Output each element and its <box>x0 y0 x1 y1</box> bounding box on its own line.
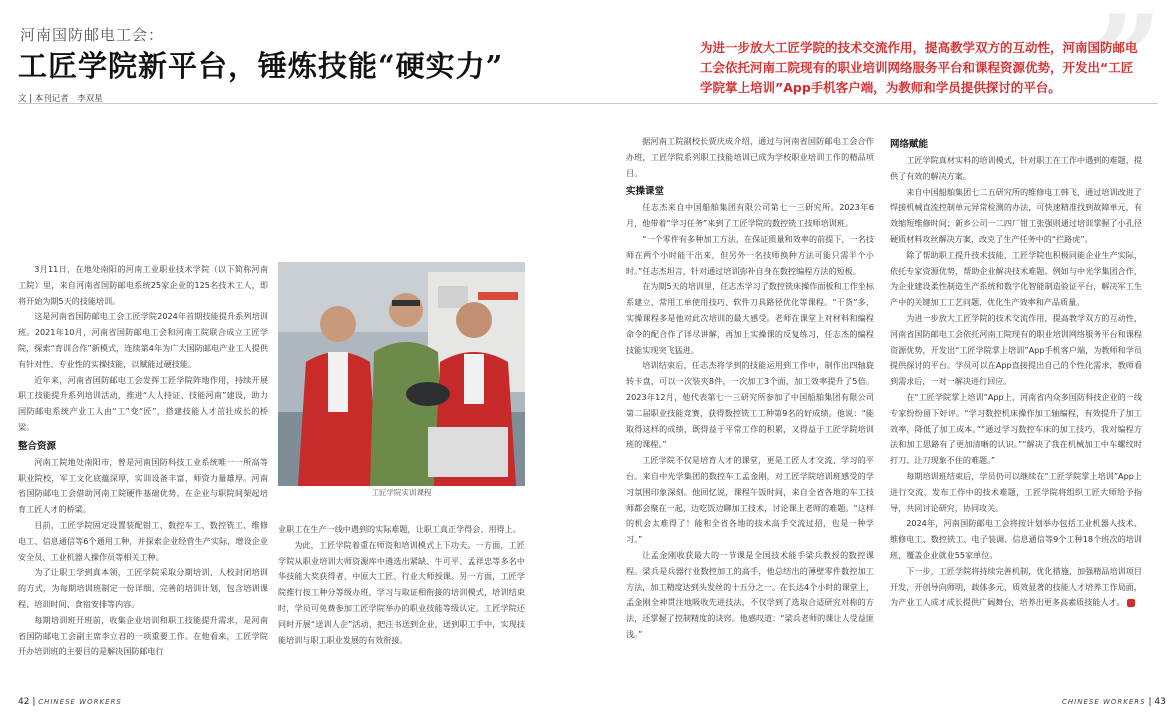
text-column-2 <box>278 522 525 700</box>
footer-left: 42 | CHINESE WORKERS <box>18 697 122 707</box>
paragraph: 每期培训班开班前，收集企业培训和职工技能提升需求，是河南省国防邮电工会副主席李立君的一项重要工作。在他看来，工匠学院开办培训班的主要目的是解决国防邮电行 <box>18 614 268 657</box>
training-photo-illustration <box>278 262 525 486</box>
paragraph: 业职工在生产一线中遇到的实际难题，让职工真正学得会、用得上。 <box>278 524 521 534</box>
paragraph: 工匠学院真材实料的培训模式，针对职工在工作中遇到的难题，提供了有效的解决方案。 <box>890 155 1142 181</box>
page-number-left: 42 <box>18 697 30 707</box>
training-photo <box>278 262 525 486</box>
paragraph: 3月11日，在地处南阳的河南工业职业技术学院（以下简称河南工院）里，来自河南省国防邮电系统25家企业的125名技术工人，即将开始为期5天的技能培训。 <box>18 264 268 306</box>
paragraph: 据河南工院副校长贾庆成介绍，通过与河南省国防邮电工会合作办班，工匠学院系列职工技能培训已成为学校职业培训工作的精品项目。 <box>626 136 874 178</box>
header-divider <box>18 103 1158 104</box>
paragraph: 为进一步放大工匠学院的技术交流作用，提高教学双方的互动性，河南省国防邮电工会依托河南工院现有的职业培训网络服务平台和课程资源优势，开发出“工匠学院掌上培训”App手机客户端，为教师和学员提供探讨的平台。学员可以在App直接提出自己的个性化需求，教师看到需求后，一对一解决进行回应。 <box>890 312 1142 387</box>
paragraph: 任志杰来自中国船舶集团有限公司第七一三研究所。2023年6月，他带着“学习任务”来到了工匠学院的数控铣工技师培训班。 <box>626 202 874 229</box>
final-paragraph-text: 下一步，工匠学院将持续完善机制，优化措施，加强精品培训项目开发，开创导向师明，载体多元，质效显著的技能人才培养工作局面，为产业工人成才成长提供广阔舞台，培养出更多高素质技能人才。 <box>890 565 1142 608</box>
section-heading: 整合资源 <box>18 440 57 452</box>
paragraph: 在为期5天的培训里，任志杰学习了数控铣床操作面板和工作坐标系建立、常用工单使用技巧、软件刀具路径优化等课程。“干货”多、实操课程多是他对此次培训的最大感受。老师在课堂上对材料和编程命令的配合作了详尽讲解，再加上实操课的反复练习，任志杰的编程技能实现突飞猛进。 <box>626 281 874 355</box>
paragraph: 除了帮助职工提升技术技能，工匠学院也积极同能企业生产实际，依托专家资源优势，帮助企业解决技术难题。例如与中光学集团合作，为企业建设柔性制造生产系统和数字化智能制造验证平台，解决军工生产中的关键加工工艺问题，优化生产效率和产品质量。 <box>890 249 1142 308</box>
paragraph: 河南工院地处南阳市，曾是河南国防科技工业系统唯一一所高等职业院校，军工文化底蕴深厚，实训设备丰富，师资力量雄厚。河南省国防邮电工会借助河南工院硬件基础优势，在企业与职院间架起培育工匠人才的桥梁。 <box>18 456 268 515</box>
text-column-1 <box>18 262 268 698</box>
article-headline: 工匠学院新平台，锤炼技能“硬实力” <box>18 49 504 83</box>
photo-caption: 工匠学院实训课程 <box>371 488 432 497</box>
paragraph: 2024年，河南国防邮电工会将按计划举办包括工业机器人技术、维修电工、数控铣工、电子装调、信息通信等9个工种18个班次的培训班，覆盖企业就业55家单位。 <box>890 518 1142 560</box>
paragraph: 这是河南省国防邮电工会工匠学院2024年首期技能提升系列培训班。2021年10月，河南省国防邮电工会和河南工院联合成立工匠学院，探索“育训合作”新模式，连续第4年为广大国防邮电产业工人提供有针对性、专业性的实操技能，以赋能过硬技能。 <box>18 311 268 369</box>
magazine-brand-left: CHINESE WORKERS <box>38 698 122 706</box>
text-column-3 <box>626 134 874 694</box>
footer-right: CHINESE WORKERS | 43 <box>1062 697 1166 707</box>
paragraph: 每期培训班结束后，学员仍可以继续在“工匠学院掌上培训”App上进行交流，发布工作中的技术难题，工匠学院将组织工匠大师给予指导，共同讨论研究，协同攻关。 <box>890 470 1142 513</box>
section-heading: 实操课堂 <box>626 186 665 198</box>
magazine-brand-right: CHINESE WORKERS <box>1062 698 1146 706</box>
paragraph: 近年来，河南省国防邮电工会发挥工匠学院阵地作用，持续开展职工技能提升系列培训活动，推进“人人持证、技能河南”建设，助力国防邮电系统产业工人由“工”变“匠”，搭建技能人才茁壮成长的桥梁。 <box>18 374 268 432</box>
page-number-right: 43 <box>1154 697 1166 707</box>
paragraph: 工匠学院不仅是培育人才的课堂，更是工匠人才交流、学习的平台。来自中光学集团的数控车工孟金刚，对工匠学院培训班感受的学习氛围印象深刻。他回忆说，课程午饭时间，来自全省各地的车工技师都会聚在一起，边吃饭边聊加工技术，讨论课上老师的难题。“这样的机会太难得了！能和全省各地的技术高手交流过招，也是一种学习。” <box>626 455 874 545</box>
paragraph: 为了让职工学到真本领，工匠学院采取分期培训、人校封闭培训的方式，为每期培训班制定一份详细、完善的培训计划，包含培训课程、培训时间、食宿安排等内容。 <box>18 567 268 609</box>
paragraph <box>890 564 1142 611</box>
paragraph: 为此，工匠学院着重在师资和培训模式上下功夫。一方面，工匠学院从职业培训大师资源库中遴选出紧缺、牛可平、孟祥忠等多名中华技能大奖获得者、中原大工匠、行业大师授课。另一方面，工匠学院推行按工种分等级办班，学习与取证相衔接的培训模式，培训结束时，学员可免费参加工匠学院举办的职业技能等级认定。工匠学院还同时开展“送训人企”活动，把汪书送到企业，送到职工手中，实现技能培训与职工职业发展的有效衔接。 <box>278 539 525 645</box>
quote-mark-icon: ” <box>1093 0 1163 130</box>
paragraph: 来自中国船舶集团七二五研究所的维修电工韩飞，通过培训改进了焊接机械直流控制单元异常检测的办法，可快速精准找到故障单元，有效缩短维修时间；新乡公司一二四厂钳工张强则通过培训掌握了小孔径硬质材料攻丝解决方案，改克了生产任务中的“拦路虎”。 <box>890 186 1142 244</box>
text-column-4 <box>890 134 1142 694</box>
end-mark-icon <box>1127 599 1135 607</box>
byline: 文 | 本刊记者 李双星 <box>18 94 103 104</box>
paragraph: 目前，工匠学院固定设置装配钳工、数控车工、数控铣工、维修电工、信息通信等6个通用工种，并探索企业经营生产实际，增设企业安全员、工业机器人操作员等相关工种。 <box>18 519 268 562</box>
paragraph: 让孟金刚收获最大的一节课是全国技术能手梁兵教授的数控课程。梁兵是兵器行业数控加工的高手，他总结出的薄壁零件数控加工方法，加工精度达到头发丝的十五分之一。在长达4个小时的课堂上，孟金刚全神贯注地吸收先进技法，不仅学到了选取合适研究对称的方法，还掌握了控制精度的诀窍。他感叹道：“梁兵老师的课让人受益匪浅。” <box>626 549 874 639</box>
section-heading: 网络赋能 <box>890 139 929 150</box>
paragraph: “一个零件有多种加工方法，在保证质量和效率的前提下，一名技师在两个小时能干出来，但另外一名技师换种方法可能只需半个小时。”任志杰坦言，针对通过培训弥补自身在数控编程方法的短板。 <box>626 233 874 276</box>
paragraph: 在“工匠学院掌上培训”App上，河南省内众多国防科技企业的一线专家纷纷留下好评。“学习数控机床操作加工轴编程，有效提升了加工效率，降低了加工成本。”“通过学习数控车床的加工技巧，我对编程方法和加工思路有了更加清晰的认识。”“解决了我在机械加工中车螺纹时打刀、让刀现象不住的难题。” <box>890 391 1142 466</box>
pull-quote: 为进一步放大工匠学院的技术交流作用，提高教学双方的互动性，河南国防邮电工会依托河南工院现有的职业培训网络服务平台和课程资源优势，开发出“工匠学院掌上培训”App手机客户端，为教师和学员提供探讨的平台。 <box>700 40 1138 95</box>
kicker: 河南国防邮电工会： <box>20 26 165 44</box>
paragraph: 培训结束后，任志杰将学到的技能运用到工作中，制作出四轴旋转卡盘，可以一次装夹8件，一次加工3个面，加工效率提升了5倍。2023年12月，他代表第七一三研究所参加了中国船舶集团有限公司第二届职业技能竞赛，获得数控铣工工种第9名的好成绩。他说：“能取得这样的成绩，既得益于平常工作的积累，又得益于工匠学院培训班的课程。” <box>626 360 874 450</box>
